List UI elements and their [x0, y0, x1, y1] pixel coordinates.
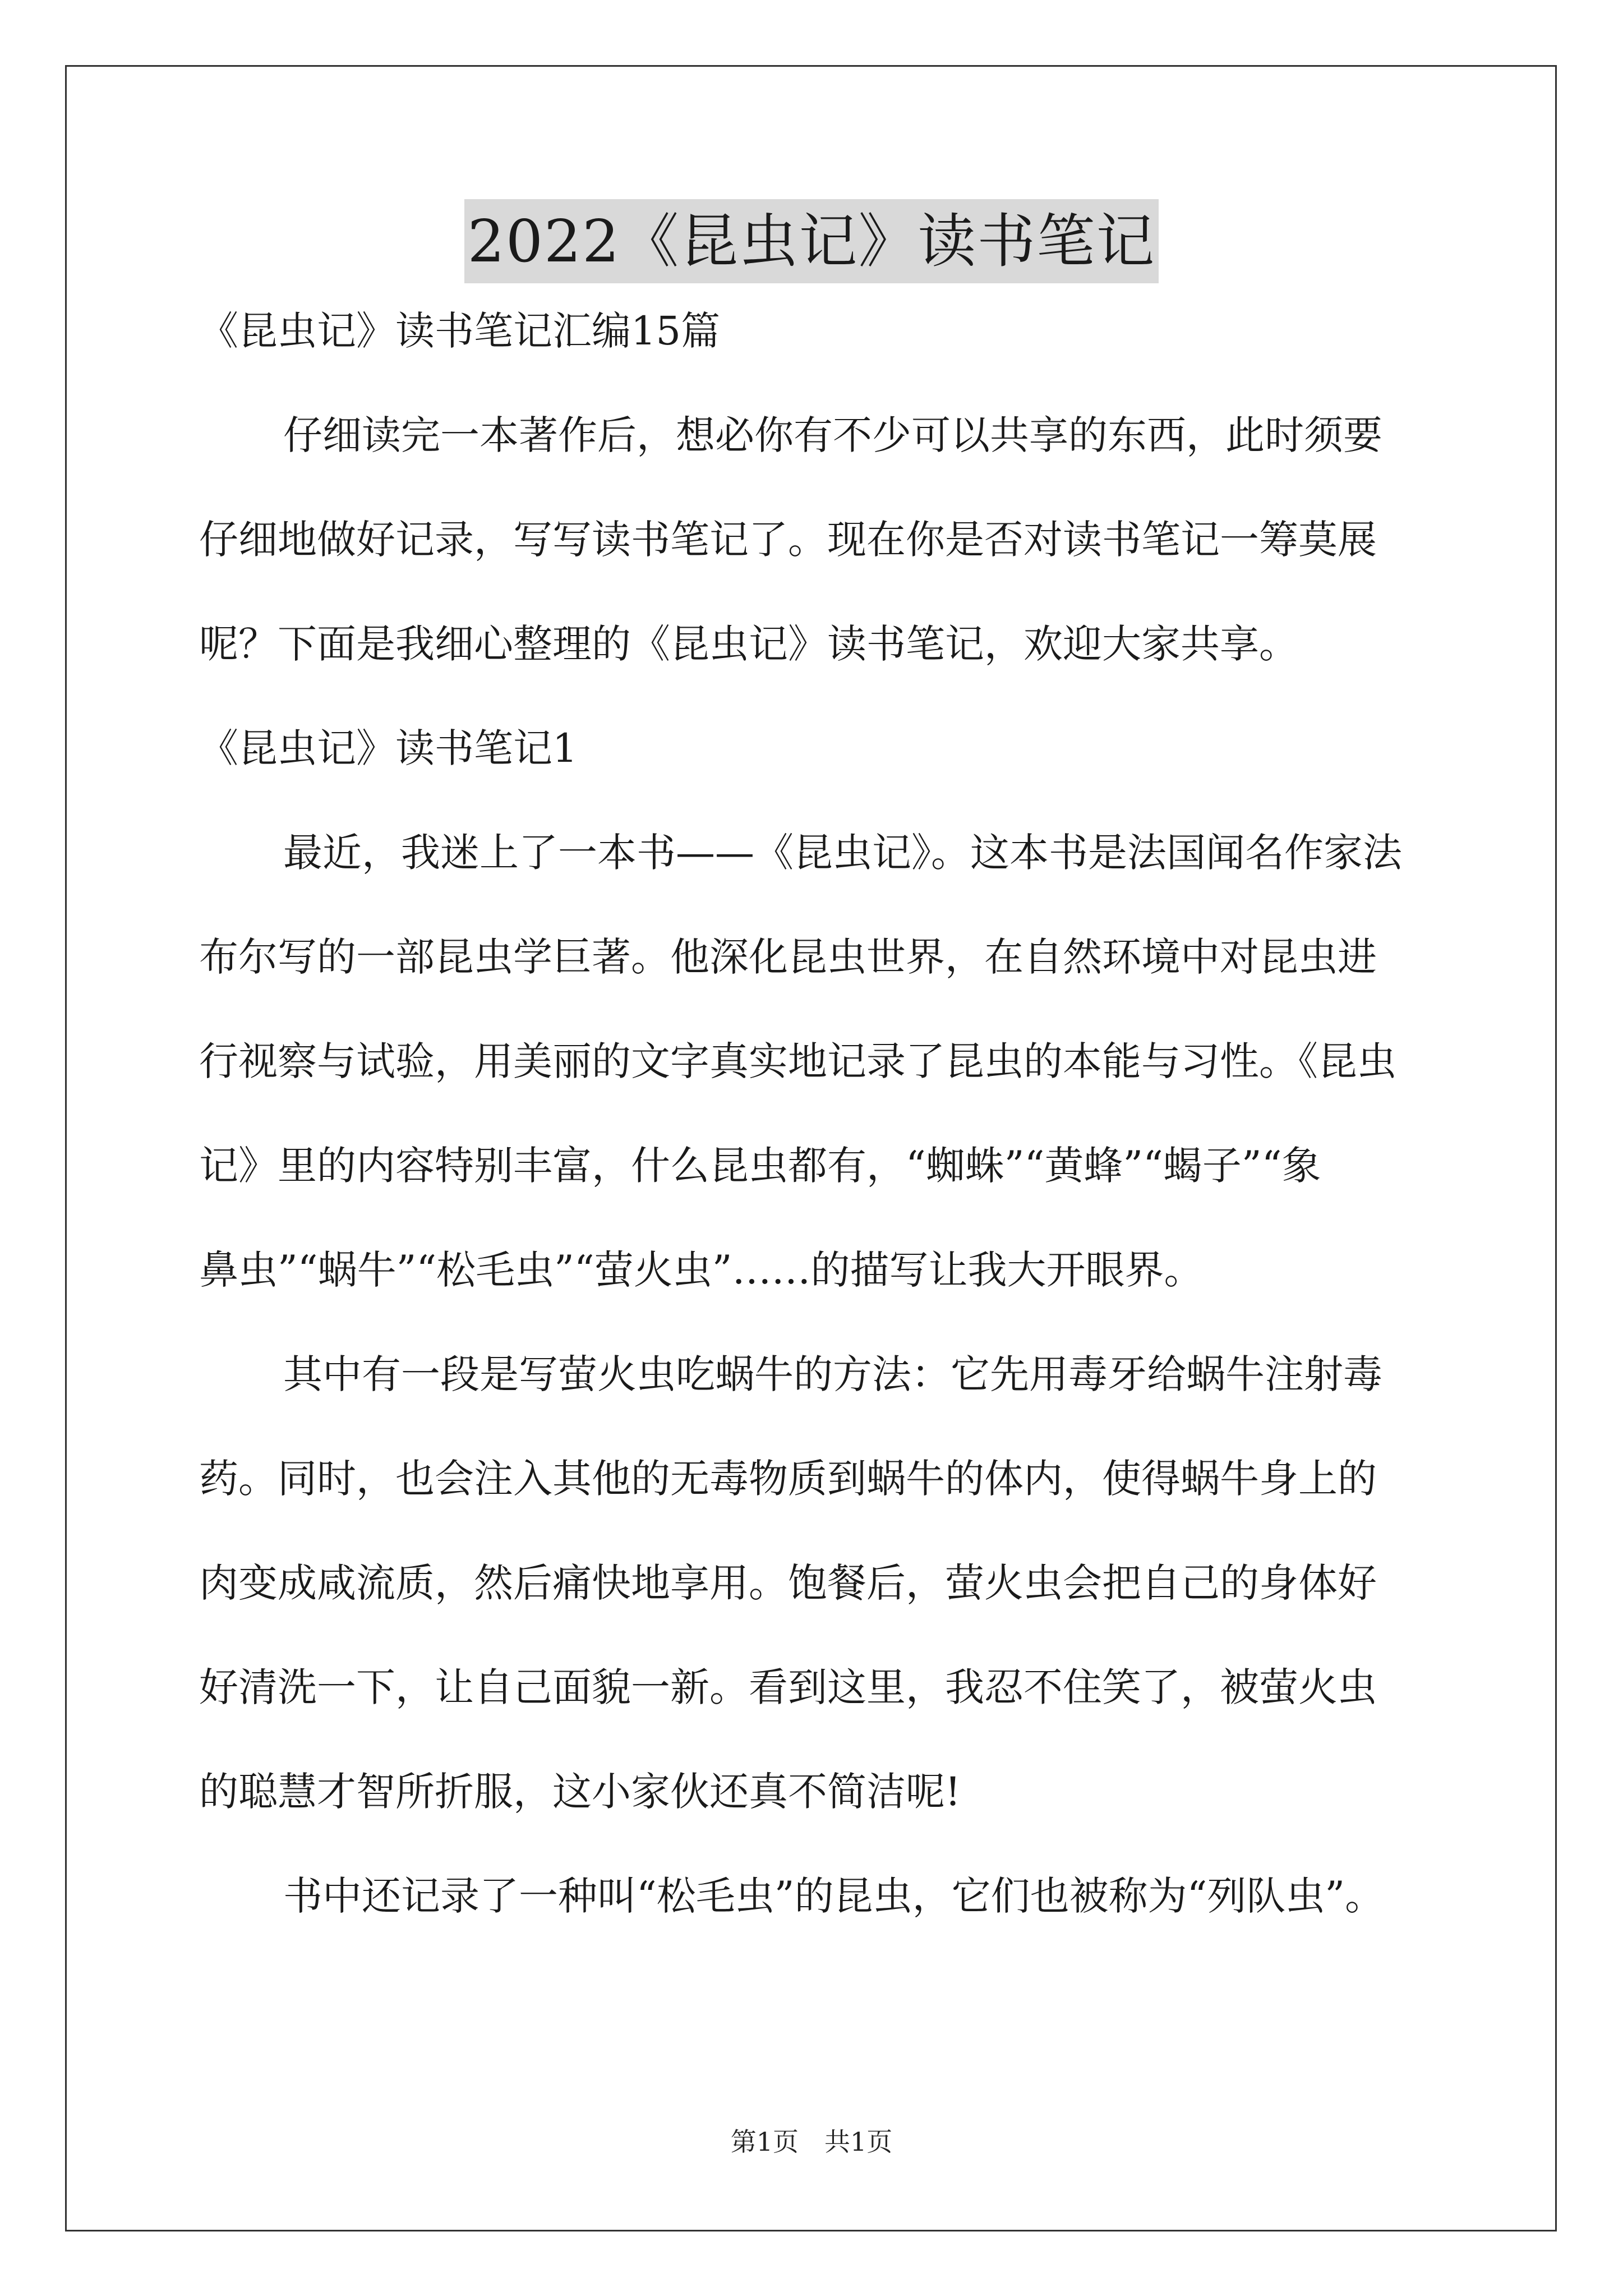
page-footer: 第1页 共1页	[730, 2127, 893, 2157]
paragraph-line: 鼻虫”“蜗牛”“松毛虫”“萤火虫”……的描写让我大开眼界。	[199, 1247, 1204, 1293]
title-container	[0, 199, 1623, 283]
paragraph-line: 书中还记录了一种叫“松毛虫”的昆虫，它们也被称为“列队虫”。	[283, 1873, 1385, 1919]
paragraph-line: 最近，我迷上了一本书——《昆虫记》。这本书是法国闻名作家法	[283, 830, 1402, 876]
paragraph-line: 布尔写的一部昆虫学巨著。他深化昆虫世界，在自然环境中对昆虫进	[199, 934, 1377, 980]
document-body	[199, 303, 1433, 1972]
paragraph-line: 肉变成咸流质，然后痛快地享用。饱餐后，萤火虫会把自己的身体好	[199, 1560, 1377, 1606]
paragraph-line: 药。同时，也会注入其他的无毒物质到蜗牛的体内，使得蜗牛身上的	[199, 1456, 1377, 1502]
intro-line: 呢？下面是我细心整理的《昆虫记》读书笔记，欢迎大家共享。	[199, 621, 1298, 667]
section-heading: 《昆虫记》读书笔记1	[199, 725, 578, 771]
intro-line: 仔细地做好记录，写写读书笔记了。现在你是否对读书笔记一筹莫展	[199, 517, 1377, 563]
paragraph-line: 行视察与试验，用美丽的文字真实地记录了昆虫的本能与习性。《昆虫	[199, 1038, 1396, 1084]
paragraph-line: 好清洗一下，让自己面貌一新。看到这里，我忍不住笑了，被萤火虫	[199, 1664, 1377, 1710]
paragraph-line: 的聪慧才智所折服，这小家伙还真不简洁呢!	[199, 1769, 961, 1815]
document-title: 2022《昆虫记》读书笔记	[464, 199, 1159, 283]
paragraph-line: 其中有一段是写萤火虫吃蜗牛的方法：它先用毒牙给蜗牛注射毒	[283, 1351, 1382, 1397]
paragraph-line: 记》里的内容特别丰富，什么昆虫都有，“蜘蛛”“黄蜂”“蝎子”“象	[199, 1143, 1321, 1189]
subtitle: 《昆虫记》读书笔记汇编15篇	[199, 308, 721, 354]
intro-line: 仔细读完一本著作后，想必你有不少可以共享的东西，此时须要	[283, 412, 1382, 458]
